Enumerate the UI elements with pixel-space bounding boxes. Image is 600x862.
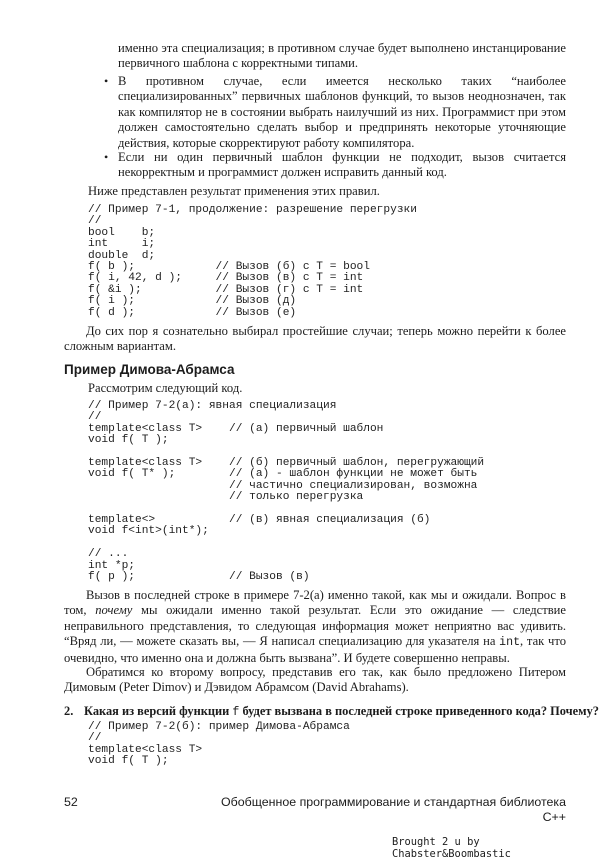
question-text-part: Какая из версий функции	[84, 704, 233, 718]
paragraph-analysis	[64, 588, 566, 666]
running-title: Обобщенное программирование и стандартная библиотека C++	[220, 795, 566, 824]
bullet-no-match: Если ни один первичный шаблон функции не подходит, вызов считается некорректным и программист должен исправить данный код.	[118, 150, 566, 180]
paragraph-simple-cases: До сих пор я сознательно выбирал простейшие случаи; теперь можно перейти к более сложным вариантам.	[64, 324, 566, 354]
page-number: 52	[64, 795, 78, 809]
question-number: 2.	[64, 704, 74, 718]
code-example-7-2b: // Пример 7-2(б): пример Димова-Абрамса // template<class T> void f( T );	[88, 721, 350, 768]
analysis-text: Вызов в последней строке в примере 7-2(а) именно такой, как мы и ожидали. Вопрос в том,	[64, 588, 566, 618]
question-text-part: будет вызвана в последней строке приведенного кода? Почему?	[239, 704, 599, 718]
section-heading: Пример Димова-Абрамса	[64, 362, 235, 377]
paragraph-consider-code: Рассмотрим следующий код.	[88, 381, 243, 395]
bullet-marker: •	[104, 74, 109, 88]
question-text	[84, 704, 599, 720]
analysis-emphasis: почему	[95, 603, 133, 618]
inline-code: f	[232, 706, 240, 719]
paragraph-results-intro: Ниже представлен результат применения этих правил.	[88, 184, 380, 198]
analysis-text: мы ожидали именно такой результат. Если это ожидание — следствие неправильного представления, то следующая информация может неприятно вас удивить. “Вряд ли, — можете сказать вы, — Я написал специализацию для указателя на	[64, 603, 566, 649]
bullet-marker: •	[104, 150, 109, 164]
scan-credit: Brought 2 u by Chabster&Boombastic	[392, 836, 511, 860]
analysis-text: , так что очевидно, что именно она и должна быть вызвана”. И будете совершенно неправы.	[64, 634, 567, 665]
inline-code: int	[499, 636, 521, 650]
paragraph-intro: именно эта специализация; в противном случае будет выполнено инстанцирование первичного шаблона с корректными типами.	[118, 41, 566, 71]
paragraph-second-question: Обратимся ко второму вопросу, представив его так, как было предложено Питером Димовым (Peter Dimov) и Дэвидом Абрамсом (David Abrahams).	[64, 665, 566, 695]
bullet-ambiguous: В противном случае, если имеется несколько таких “наиболее специализированных” первичных шаблонов функций, то вызов неоднозначен, так как компилятор не в состоянии выбрать наилучший из них. Программист при этом должен самостоятельно сделать выбор и предпринять некоторые уточняющие действия, которые скорректируют работу компилятора.	[118, 74, 566, 150]
code-example-7-2a: // Пример 7-2(а): явная специализация // template<class T> // (а) первичный шаблон void f( T ); template<class T> // (б) первичный шаблон, перегружающий void f( T* ); // (а) - шаблон функции не может быть // частично специализирован, возможна // только перегрузка template<> // (в) явная специализация (б) void f<int>(int*); // ... int *p; f( p ); // Вызов (в)	[88, 400, 485, 584]
code-example-7-1: // Пример 7-1, продолжение: разрешение перегрузки // bool b; int i; double d; f( b ); // Вызов (б) с T = bool f( i, 42, d ); // Вызов (в) с T = int f( &i ); // Вызов (г) с T = int f( i ); // Вызов (д) f( d ); // Вызов (е)	[88, 204, 417, 319]
